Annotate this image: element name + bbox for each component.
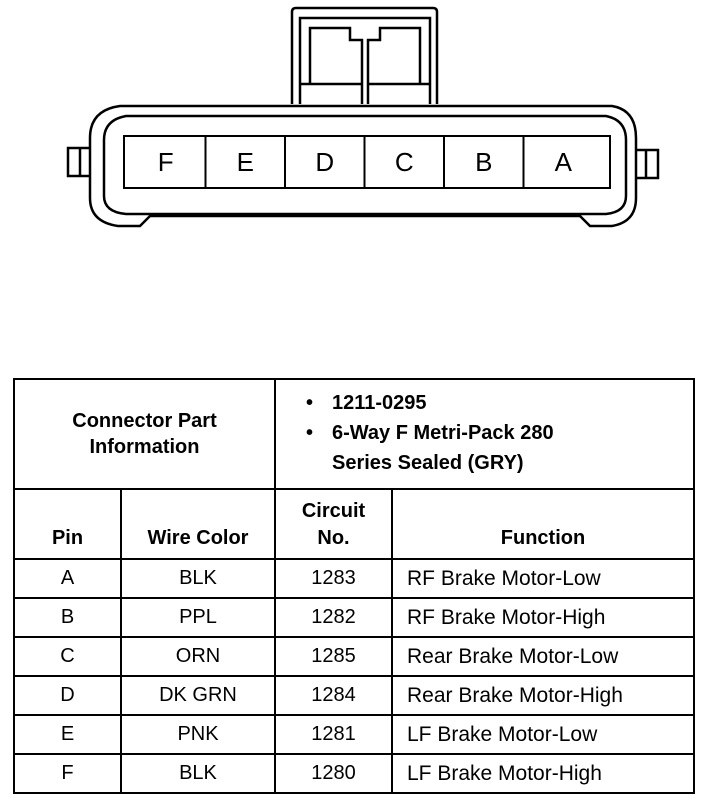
pin-cell: E — [14, 715, 121, 754]
pin-letter-b: B — [475, 147, 493, 177]
function-cell: LF Brake Motor-High — [392, 754, 694, 793]
circuit-cell: 1284 — [275, 676, 392, 715]
column-header-circuit-line1: Circuit — [301, 500, 366, 522]
column-header-row — [14, 489, 694, 559]
bullet-icon: • — [306, 392, 314, 414]
pin-cell: B — [14, 598, 121, 637]
column-header-circuit-line2: No. — [317, 527, 350, 549]
connector-right-lug — [636, 150, 658, 178]
wire-color-cell: PPL — [121, 598, 275, 637]
part-number: 1211-0295 — [332, 392, 427, 414]
part-info-title-line2: Information — [89, 436, 200, 458]
column-header-wire-color: Wire Color — [121, 489, 275, 559]
table-row — [14, 637, 694, 676]
part-info-details — [275, 379, 694, 489]
part-number-line — [306, 388, 693, 418]
part-description-line — [306, 418, 693, 478]
function-cell: RF Brake Motor-Low — [392, 559, 694, 598]
connector-face-diagram — [0, 0, 704, 300]
column-header-circuit — [275, 489, 392, 559]
pin-letter-a: A — [554, 147, 572, 177]
pin-letter-f: F — [157, 147, 174, 177]
table-row — [14, 559, 694, 598]
pin-letter-c: C — [394, 147, 414, 177]
pin-letter-d: D — [315, 147, 335, 177]
wire-color-cell: PNK — [121, 715, 275, 754]
wire-color-cell: BLK — [121, 754, 275, 793]
pin-cell: A — [14, 559, 121, 598]
connector-info-table — [13, 378, 695, 794]
wire-color-cell: DK GRN — [121, 676, 275, 715]
circuit-cell: 1285 — [275, 637, 392, 676]
part-info-row — [14, 379, 694, 489]
pin-cell: D — [14, 676, 121, 715]
table-row — [14, 715, 694, 754]
function-cell: Rear Brake Motor-Low — [392, 637, 694, 676]
wire-color-cell: BLK — [121, 559, 275, 598]
circuit-cell: 1283 — [275, 559, 392, 598]
pin-letter-e: E — [236, 147, 254, 177]
connector-lock-tab — [292, 8, 437, 104]
connector-left-lug — [68, 148, 90, 176]
function-cell: RF Brake Motor-High — [392, 598, 694, 637]
circuit-cell: 1282 — [275, 598, 392, 637]
bullet-icon: • — [306, 422, 314, 444]
circuit-cell: 1280 — [275, 754, 392, 793]
pin-cell: F — [14, 754, 121, 793]
circuit-cell: 1281 — [275, 715, 392, 754]
part-description-line1: 6-Way F Metri-Pack 280 — [332, 422, 554, 444]
function-cell: Rear Brake Motor-High — [392, 676, 694, 715]
part-description-line2: Series Sealed (GRY) — [332, 452, 524, 474]
part-info-title — [14, 379, 275, 489]
table-row — [14, 598, 694, 637]
column-header-function: Function — [392, 489, 694, 559]
function-cell: LF Brake Motor-Low — [392, 715, 694, 754]
wire-color-cell: ORN — [121, 637, 275, 676]
pin-cell: C — [14, 637, 121, 676]
pin-cavity-block — [124, 136, 610, 188]
table-row — [14, 676, 694, 715]
part-description — [332, 418, 554, 478]
column-header-pin: Pin — [14, 489, 121, 559]
part-info-title-line1: Connector Part — [72, 410, 217, 432]
table-row — [14, 754, 694, 793]
